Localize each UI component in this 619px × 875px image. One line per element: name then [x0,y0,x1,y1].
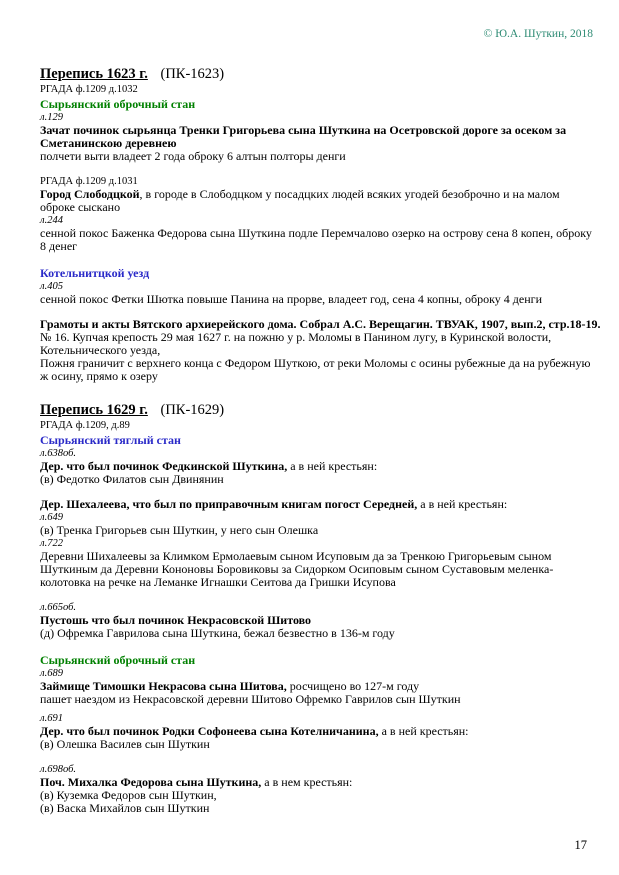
census-1623-heading [40,65,593,83]
entry-129-bold: Зачат починок сырьянца Тренки Григорьева сына Шуткина на Осетровской дороге за осеком за Сметанинскою деревнею [40,123,567,150]
entry-der-fedkinskoy-rest: а в ней крестьян: [287,459,378,473]
folio-649: л.649 [40,512,63,523]
acts-source-bold: Грамоты и акты Вятского архиерейского дома. Собрал А.С. Верещагин. ТВУАК, 1907, вып.2, стр.18-19. [40,317,601,331]
entry-zaimishche-text: пашет наездом из Некрасовской деревни Шитово Офремко Гаврилов сын Шуткин [40,692,461,706]
peasant-trenka: (в) Тренка Григорьев сын Шуткин, у него сын Олешка [40,523,319,537]
entry-der-shehaleeva-bold: Дер. Шехалеева, что был по приправочным книгам погост Середней, [40,497,418,511]
folio-244: л.244 [40,215,63,226]
stan-heading-syryansky-obrochny: Сырьянский оброчный стан [40,97,196,111]
census-1629-heading [40,401,593,419]
folio-698ob: л.698об. [40,764,76,775]
entry-zaimishche-rest: росчищено во 127-м году [286,679,420,693]
entry-poch-mihalka-rest: а в нем крестьян: [261,775,353,789]
uezd-heading-kotelnitsky: Котельнитцкой уезд [40,266,150,280]
entry-der-shehaleeva [40,498,593,511]
spacer [40,640,593,652]
peasant-oleshka: (в) Олешка Василев сын Шуткин [40,737,210,751]
entry-pustosh-bold: Пустошь что был починок Некрасовской Шитово [40,613,312,627]
folio-405: л.405 [40,281,63,292]
spacer [40,751,593,763]
acts-entry-2: Пожня граничит с верхнего конца с Федором Шуткою, от реки Моломы с осины рубежные да на рубежную ж осину, прямо к озеру [40,356,591,383]
folio-691: л.691 [40,713,63,724]
census-1623-title: Перепись 1623 г. [40,66,148,82]
folio-129: л.129 [40,112,63,123]
spacer [40,589,593,601]
archive-ref-1031: РГАДА ф.1209 д.1031 [40,176,138,187]
folio-665ob: л.665об. [40,602,76,613]
peasant-vaska: (в) Васка Михайлов сын Шуткин [40,801,210,815]
entry-slobodskoy-text: , в городе в Слободцком у посадцких людей всяких угодей безоброчно и на малом оброке сыскано [40,187,560,214]
archive-ref-1032: РГАДА ф.1209 д.1032 [40,84,138,95]
census-1623-code: (ПК-1623) [160,66,225,82]
archive-ref-89: РГАДА ф.1209, д.89 [40,420,130,431]
copyright-notice: © Ю.А. Шуткин, 2018 [483,28,593,40]
entry-der-rodki-rest: а в ней крестьян: [378,724,469,738]
folio-689: л.689 [40,668,63,679]
spacer [40,253,593,265]
census-1629-code: (ПК-1629) [160,402,225,418]
peasant-kuzemka: (в) Куземка Федоров сын Шуткин, [40,788,217,802]
peasant-fedotko: (в) Федотко Филатов сын Двинянин [40,472,224,486]
stan-heading-syryansky-tyagly: Сырьянский тяглый стан [40,433,181,447]
entry-zaimishche-bold: Займище Тимошки Некрасова сына Шитова, [40,679,287,693]
folio-722: л.722 [40,538,63,549]
entry-slobodskoy-bold: Город Слободцкой [40,187,140,201]
entry-der-fedkinskoy-bold: Дер. что был починок Федкинской Шуткина, [40,459,288,473]
census-1629-title: Перепись 1629 г. [40,402,148,418]
spacer [40,163,593,175]
acts-entry-1: № 16. Купчая крепость 29 мая 1627 г. на пожню у р. Моломы в Панином лугу, в Куринской волости, Котельнического уезда, [40,330,552,357]
entry-pustosh-text: (д) Офремка Гаврилова сына Шуткина, бежал безвестно в 136-м году [40,626,395,640]
folio-638ob: л.638об. [40,448,76,459]
entry-slobodskoy [40,188,593,214]
entry-der-shehaleeva-rest: а в ней крестьян: [417,497,508,511]
stan-heading-syryansky-obrochny-2: Сырьянский оброчный стан [40,653,196,667]
entry-722: Деревни Шихалеевы за Климком Ермолаевым сыном Исуповым да за Тренкою Григорьевым сыном Шуткиным да Деревни Кононовы Боровиковы за Сидорком Осиповым сыном Суставовым меленка-колотовка на речке на Леманке Игнашки Сеитова да Гришки Исупова [40,549,554,589]
page-number: 17 [574,838,587,852]
entry-129-text: полчети выти владеет 2 года оброку 6 алтын полторы денги [40,149,346,163]
entry-poch-mihalka-bold: Поч. Михалка Федорова сына Шуткина, [40,775,262,789]
entry-der-rodki-bold: Дер. что был починок Родки Софонеева сына Котелничанина, [40,724,379,738]
entry-405: сенной покос Фетки Шютка повыше Панина на прорве, владеет год, сена 4 копны, оброку 4 денги [40,292,543,306]
entry-244: сенной покос Баженка Федорова сына Шуткина подле Перемчалово озерко на острову сена 8 копен, оброку 8 денег [40,226,592,253]
